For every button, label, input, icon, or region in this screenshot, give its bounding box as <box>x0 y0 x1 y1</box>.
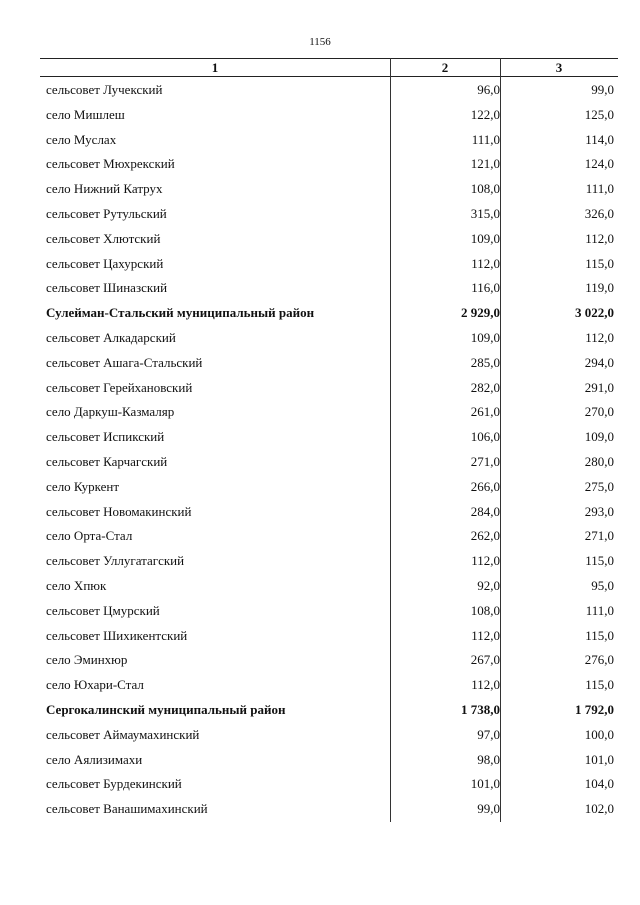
table-row <box>40 450 618 475</box>
row-value-col3: 326,0 <box>584 206 614 221</box>
row-name-cell: село Мишлеш <box>46 106 125 122</box>
table-row <box>40 500 618 525</box>
row-value-col2: 315,0 <box>470 206 500 221</box>
row-name-cell: сельсовет Алкадарский <box>46 330 176 345</box>
header-bottom-border <box>40 76 618 77</box>
row-value-col2: 106,0 <box>470 429 500 445</box>
table-row <box>40 648 618 673</box>
table-row <box>40 624 618 649</box>
row-value-col2: 101,0 <box>470 776 500 792</box>
row-name-cell: село Юхари-Стал <box>46 677 144 693</box>
row-name-cell: село Орта-Стал <box>46 528 133 544</box>
row-name-cell: сельсовет Бурдекинский <box>46 776 182 792</box>
row-name-cell: сельсовет Цахурский <box>46 255 164 271</box>
row-name-cell: сельсовет Хлютский <box>46 230 161 246</box>
table-row <box>40 475 618 500</box>
row-name-cell: сельсовет Испикский <box>46 429 165 445</box>
row-value-col3: 291,0 <box>584 379 614 395</box>
table-row <box>40 599 618 624</box>
table-row <box>40 574 618 599</box>
row-value-col2: 111,0 <box>471 131 500 147</box>
row-value-col3: 1 792,0 <box>575 702 614 717</box>
table-row <box>40 723 618 748</box>
table-row <box>40 673 618 698</box>
row-value-col3: 280,0 <box>584 454 614 469</box>
row-value-col3: 99,0 <box>591 82 614 97</box>
row-value-col3: 125,0 <box>584 106 614 122</box>
row-name-cell: сельсовет Карчагский <box>46 454 168 469</box>
row-value-col3: 114,0 <box>585 131 614 147</box>
row-value-col3: 109,0 <box>584 429 614 445</box>
row-name-cell: сельсовет Аймаумахинский <box>46 726 200 742</box>
row-name-cell: сельсовет Уллугатагский <box>46 553 185 569</box>
row-value-col3: 276,0 <box>584 652 614 668</box>
table-row <box>40 376 618 401</box>
row-value-col2: 99,0 <box>477 801 500 817</box>
row-value-col3: 115,0 <box>585 553 614 569</box>
row-value-col3: 111,0 <box>585 181 614 197</box>
row-name-cell: село Нижний Катрух <box>46 181 163 197</box>
row-name-cell: село Куркент <box>46 478 120 494</box>
row-name-cell: село Аялизимахи <box>46 751 143 767</box>
row-value-col2: 112,0 <box>471 677 500 693</box>
row-value-col3: 115,0 <box>585 677 614 693</box>
table-row <box>40 227 618 252</box>
row-name-cell: село Даркуш-Казмаляр <box>46 404 175 420</box>
table-row <box>40 152 618 177</box>
table-row <box>40 425 618 450</box>
table-row <box>40 326 618 351</box>
row-name-cell: село Хпюк <box>46 578 107 593</box>
row-value-col3: 124,0 <box>584 156 614 172</box>
row-value-col2: 271,0 <box>470 454 500 469</box>
row-value-col2: 108,0 <box>470 181 500 197</box>
row-value-col2: 122,0 <box>470 106 500 122</box>
row-value-col2: 109,0 <box>470 330 500 345</box>
row-value-col2: 112,0 <box>471 553 500 569</box>
row-value-col3: 293,0 <box>584 503 614 519</box>
row-value-col3: 95,0 <box>591 578 614 593</box>
row-value-col2: 262,0 <box>470 528 500 544</box>
table-row-district <box>40 301 618 326</box>
row-value-col3: 270,0 <box>584 404 614 420</box>
row-name-cell: сельсовет Новомакинский <box>46 503 192 519</box>
row-value-col3: 101,0 <box>584 751 614 767</box>
table-row <box>40 772 618 797</box>
row-name-cell: сельсовет Шихикентский <box>46 627 188 643</box>
row-value-col3: 102,0 <box>584 801 614 817</box>
row-value-col2: 266,0 <box>470 478 500 494</box>
row-name-cell: село Эминхюр <box>46 652 128 668</box>
table-row <box>40 524 618 549</box>
row-value-col3: 294,0 <box>584 354 614 370</box>
row-value-col2: 2 929,0 <box>461 305 500 321</box>
row-value-col3: 271,0 <box>584 528 614 544</box>
row-value-col3: 112,0 <box>585 230 614 246</box>
row-value-col3: 104,0 <box>584 776 614 792</box>
row-value-col3: 111,0 <box>585 602 614 618</box>
row-value-col2: 285,0 <box>470 354 500 370</box>
row-name-cell: сельсовет Ванашимахинский <box>46 801 208 817</box>
row-value-col2: 116,0 <box>471 280 500 296</box>
table-row <box>40 400 618 425</box>
row-value-col2: 261,0 <box>470 404 500 420</box>
row-value-col3: 3 022,0 <box>575 305 614 321</box>
table-row <box>40 202 618 227</box>
row-value-col3: 112,0 <box>585 330 614 345</box>
row-value-col3: 119,0 <box>585 280 614 296</box>
table-row <box>40 177 618 202</box>
row-name-cell: сельсовет Шиназский <box>46 280 168 296</box>
column-header-3: 3 <box>555 60 563 75</box>
table-row <box>40 351 618 376</box>
row-name-cell: сельсовет Рутульский <box>46 206 167 221</box>
row-value-col3: 100,0 <box>584 726 614 742</box>
row-value-col3: 115,0 <box>585 627 614 643</box>
row-name-cell: сельсовет Мюхрекский <box>46 156 175 172</box>
table-row <box>40 276 618 301</box>
row-value-col2: 92,0 <box>477 578 500 593</box>
column-header-1: 1 <box>211 60 219 75</box>
row-value-col2: 96,0 <box>477 82 500 97</box>
table-row <box>40 252 618 277</box>
page-number: 1156 <box>309 36 331 48</box>
row-value-col2: 98,0 <box>477 751 500 767</box>
table-row <box>40 549 618 574</box>
row-value-col2: 267,0 <box>470 652 500 668</box>
row-name-cell: сельсовет Лучекский <box>46 82 163 97</box>
row-name-cell: сельсовет Цмурский <box>46 602 160 618</box>
row-value-col2: 112,0 <box>471 627 500 643</box>
table-row <box>40 78 618 103</box>
row-value-col2: 97,0 <box>477 726 500 742</box>
row-value-col2: 1 738,0 <box>461 702 500 717</box>
row-name-cell: Сулейман-Стальский муниципальный район <box>46 305 315 321</box>
row-value-col2: 108,0 <box>470 602 500 618</box>
row-value-col2: 109,0 <box>470 230 500 246</box>
row-name-cell: сельсовет Герейхановский <box>46 379 193 395</box>
row-value-col3: 275,0 <box>584 478 614 494</box>
row-name-cell: сельсовет Ашага-Стальский <box>46 354 203 370</box>
table-row <box>40 748 618 773</box>
table-row-district <box>40 698 618 723</box>
row-value-col2: 284,0 <box>470 503 500 519</box>
row-value-col2: 112,0 <box>471 255 500 271</box>
row-value-col3: 115,0 <box>585 255 614 271</box>
row-value-col2: 121,0 <box>470 156 500 172</box>
row-name-cell: Сергокалинский муниципальный район <box>46 702 286 717</box>
table-row <box>40 128 618 153</box>
row-value-col2: 282,0 <box>470 379 500 395</box>
row-name-cell: село Муслах <box>46 131 117 147</box>
table-row <box>40 103 618 128</box>
column-header-2: 2 <box>441 60 449 75</box>
table-row <box>40 797 618 822</box>
